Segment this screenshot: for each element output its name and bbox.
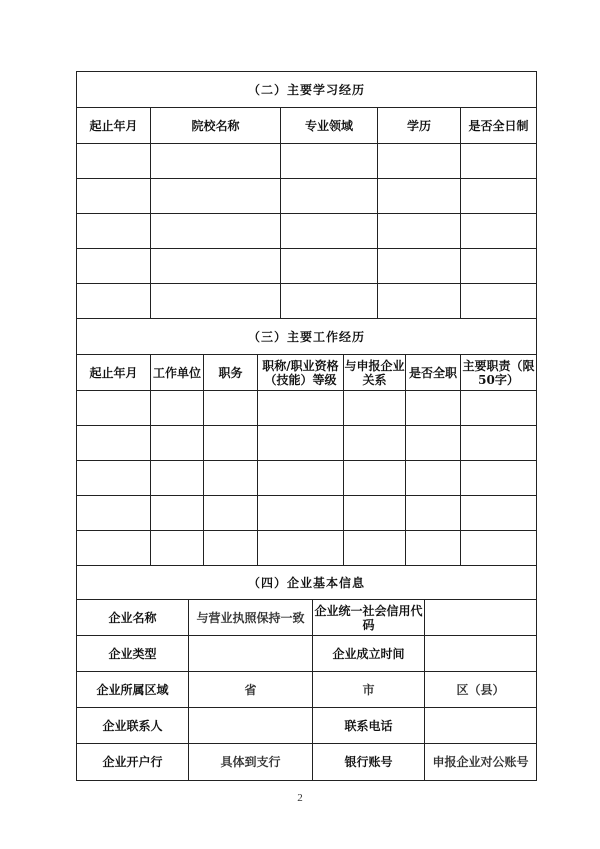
work-cell[interactable] — [406, 496, 461, 531]
education-cell[interactable] — [77, 144, 151, 179]
education-cell[interactable] — [461, 144, 537, 179]
company-row-contact — [77, 708, 537, 744]
company-phone-field[interactable] — [425, 708, 537, 744]
work-cell[interactable] — [344, 496, 406, 531]
work-header-duties: 主要职责（限50字） — [461, 355, 537, 391]
work-cell[interactable] — [344, 391, 406, 426]
work-section-title: （三）主要工作经历 — [77, 319, 537, 355]
work-cell[interactable] — [77, 531, 151, 566]
education-cell[interactable] — [378, 179, 461, 214]
work-cell[interactable] — [258, 391, 344, 426]
company-account-label: 银行账号 — [313, 744, 425, 781]
page-number: 2 — [297, 792, 303, 804]
work-header-position: 职务 — [204, 355, 258, 391]
work-cell[interactable] — [406, 461, 461, 496]
work-cell[interactable] — [151, 531, 204, 566]
company-type-field[interactable] — [189, 636, 313, 672]
work-cell[interactable] — [461, 426, 537, 461]
company-district-field[interactable]: 区（县） — [425, 672, 537, 708]
education-cell[interactable] — [378, 144, 461, 179]
company-row-bank — [77, 744, 537, 781]
work-cell[interactable] — [204, 391, 258, 426]
work-cell[interactable] — [77, 461, 151, 496]
education-row — [77, 284, 537, 319]
work-cell[interactable] — [77, 496, 151, 531]
work-cell[interactable] — [77, 426, 151, 461]
education-header-fulltime: 是否全日制 — [461, 108, 537, 144]
company-contact-label: 企业联系人 — [77, 708, 189, 744]
education-row — [77, 144, 537, 179]
company-contact-field[interactable] — [189, 708, 313, 744]
education-cell[interactable] — [461, 284, 537, 319]
work-header-row — [77, 355, 537, 391]
work-header-relation: 与申报企业关系 — [344, 355, 406, 391]
company-type-label: 企业类型 — [77, 636, 189, 672]
company-region-label: 企业所属区域 — [77, 672, 189, 708]
work-cell[interactable] — [258, 496, 344, 531]
work-cell[interactable] — [406, 531, 461, 566]
work-cell[interactable] — [406, 426, 461, 461]
work-header-employer: 工作单位 — [151, 355, 204, 391]
education-cell[interactable] — [281, 214, 378, 249]
work-header-period: 起止年月 — [77, 355, 151, 391]
education-table — [76, 71, 537, 319]
education-header-school: 院校名称 — [151, 108, 281, 144]
company-bank-label: 企业开户行 — [77, 744, 189, 781]
education-cell[interactable] — [151, 249, 281, 284]
work-cell[interactable] — [461, 461, 537, 496]
work-cell[interactable] — [204, 496, 258, 531]
education-cell[interactable] — [151, 214, 281, 249]
work-cell[interactable] — [204, 426, 258, 461]
education-cell[interactable] — [378, 249, 461, 284]
work-cell[interactable] — [204, 461, 258, 496]
company-section-title: （四）企业基本信息 — [77, 566, 537, 600]
education-cell[interactable] — [281, 144, 378, 179]
education-cell[interactable] — [461, 214, 537, 249]
work-cell[interactable] — [204, 531, 258, 566]
work-cell[interactable] — [406, 391, 461, 426]
education-cell[interactable] — [378, 284, 461, 319]
education-cell[interactable] — [151, 144, 281, 179]
company-phone-label: 联系电话 — [313, 708, 425, 744]
work-cell[interactable] — [344, 531, 406, 566]
company-credit-code-label: 企业统一社会信用代码 — [313, 600, 425, 636]
company-row-region — [77, 672, 537, 708]
work-cell[interactable] — [151, 391, 204, 426]
company-founded-field[interactable] — [425, 636, 537, 672]
company-bank-field[interactable]: 具体到支行 — [189, 744, 313, 781]
work-cell[interactable] — [77, 391, 151, 426]
company-city-field[interactable]: 市 — [313, 672, 425, 708]
work-row — [77, 496, 537, 531]
education-header-major: 专业领域 — [281, 108, 378, 144]
education-cell[interactable] — [281, 284, 378, 319]
company-account-field[interactable]: 申报企业对公账号 — [425, 744, 537, 781]
education-cell[interactable] — [461, 179, 537, 214]
education-row — [77, 179, 537, 214]
work-row — [77, 461, 537, 496]
company-row-type — [77, 636, 537, 672]
work-cell[interactable] — [258, 461, 344, 496]
work-cell[interactable] — [344, 426, 406, 461]
education-cell[interactable] — [378, 214, 461, 249]
work-cell[interactable] — [344, 461, 406, 496]
education-cell[interactable] — [281, 179, 378, 214]
education-cell[interactable] — [77, 249, 151, 284]
company-name-label: 企业名称 — [77, 600, 189, 636]
education-cell[interactable] — [77, 214, 151, 249]
work-cell[interactable] — [461, 496, 537, 531]
education-row — [77, 214, 537, 249]
company-name-field[interactable]: 与营业执照保持一致 — [189, 600, 313, 636]
work-table — [76, 318, 537, 566]
company-province-field[interactable]: 省 — [189, 672, 313, 708]
company-row-name — [77, 600, 537, 636]
work-row — [77, 426, 537, 461]
work-header-qualification: 职称/职业资格（技能）等级 — [258, 355, 344, 391]
company-founded-label: 企业成立时间 — [313, 636, 425, 672]
education-section-title: （二）主要学习经历 — [77, 72, 537, 108]
work-row — [77, 391, 537, 426]
work-cell[interactable] — [151, 496, 204, 531]
education-header-row — [77, 108, 537, 144]
education-cell[interactable] — [77, 284, 151, 319]
work-cell[interactable] — [461, 391, 537, 426]
company-credit-code-field[interactable] — [425, 600, 537, 636]
work-cell[interactable] — [151, 426, 204, 461]
work-row — [77, 531, 537, 566]
education-cell[interactable] — [151, 284, 281, 319]
company-table — [76, 565, 537, 781]
work-cell[interactable] — [258, 426, 344, 461]
work-cell[interactable] — [258, 531, 344, 566]
education-row — [77, 249, 537, 284]
education-cell[interactable] — [461, 249, 537, 284]
education-cell[interactable] — [281, 249, 378, 284]
education-cell[interactable] — [151, 179, 281, 214]
work-header-fulltime: 是否全职 — [406, 355, 461, 391]
work-cell[interactable] — [151, 461, 204, 496]
education-header-period: 起止年月 — [77, 108, 151, 144]
education-header-degree: 学历 — [378, 108, 461, 144]
education-cell[interactable] — [77, 179, 151, 214]
work-cell[interactable] — [461, 531, 537, 566]
